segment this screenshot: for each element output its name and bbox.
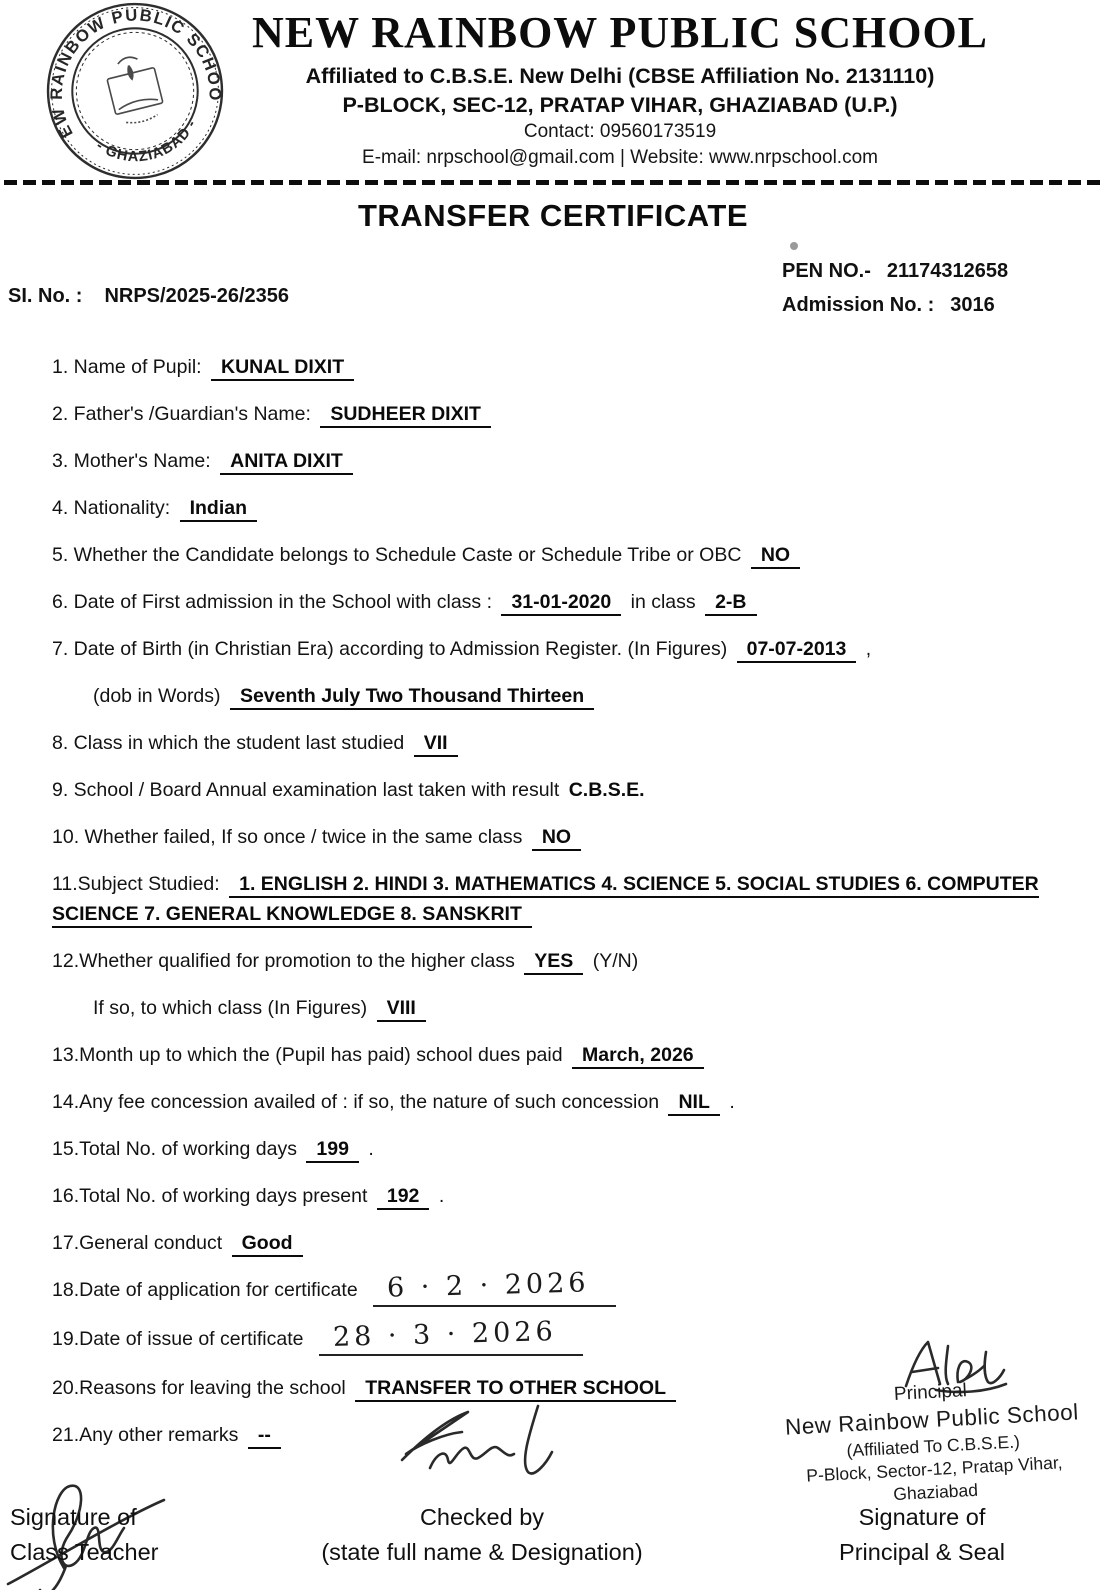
certificate-item	[52, 352, 1068, 382]
footer-label: Checked by	[419, 1504, 545, 1530]
footer-label: Class Teacher	[10, 1539, 159, 1565]
item-label: 4. Nationality:	[52, 497, 171, 519]
certificate-item	[52, 993, 1068, 1023]
certificate-item	[52, 869, 1068, 929]
pen-value: 21174312658	[886, 260, 1009, 282]
item-label: 7. Date of Birth (in Christian Era) according to Admission Register. (In Figures)	[52, 638, 728, 660]
admission-value: 3016	[950, 294, 995, 316]
item-label: .	[729, 1091, 735, 1113]
footer-column	[10, 1500, 158, 1570]
item-value: 192	[377, 1185, 430, 1210]
scan-dot	[790, 242, 798, 250]
item-value: Good	[232, 1232, 303, 1257]
stamp-line: P-Block, Sector-12, Pratap Vihar,	[805, 1452, 1063, 1486]
items-list	[52, 352, 1068, 1467]
certificate-item	[52, 1134, 1068, 1164]
item-value: Indian	[180, 497, 257, 522]
address-line: P-BLOCK, SEC-12, PRATAP VIHAR, GHAZIABAD (U.P.)	[342, 93, 898, 117]
item-value: NO	[751, 544, 800, 569]
item-label: 1. Name of Pupil:	[52, 356, 202, 378]
footer-label: Signature of	[10, 1504, 137, 1530]
admission-number-row	[782, 288, 1008, 322]
certificate-item	[52, 587, 1068, 617]
certificate-item	[52, 1228, 1068, 1258]
stamp-line: New Rainbow Public School	[784, 1399, 1080, 1440]
seal-ring-text-bottom: - GHAZIABAD -	[93, 116, 201, 166]
item-label: .	[368, 1138, 374, 1160]
item-value: TRANSFER TO OTHER SCHOOL	[355, 1377, 676, 1402]
item-value: SUDHEER DIXIT	[320, 403, 491, 428]
contact-line: Contact: 09560173519	[523, 121, 717, 142]
item-label: If so, to which class (In Figures)	[93, 997, 368, 1019]
certificate-item	[52, 728, 1068, 758]
item-label: 13.Month up to which the (Pupil has paid) school dues paid	[52, 1044, 563, 1066]
certificate-item	[52, 1267, 1068, 1307]
item-value: VII	[414, 732, 458, 757]
affiliation-line: Affiliated to C.B.S.E. New Delhi (CBSE Affiliation No. 2131110)	[305, 64, 935, 88]
item-label: 12.Whether qualified for promotion to the higher class	[52, 950, 515, 972]
item-label: (Y/N)	[592, 950, 639, 972]
item-label: (dob in Words)	[93, 685, 221, 707]
item-value: VIII	[377, 997, 426, 1022]
svg-text:- GHAZIABAD -	[90, 114, 206, 176]
certificate-item	[52, 634, 1068, 664]
item-label: 17.General conduct	[52, 1232, 223, 1254]
pen-label: PEN NO.-	[782, 260, 871, 282]
item-value: March, 2026	[572, 1044, 704, 1069]
item-value: Seventh July Two Thousand Thirteen	[230, 685, 594, 710]
footer-label: Principal & Seal	[839, 1539, 1005, 1565]
item-label: 14.Any fee concession availed of : if so, the nature of such concession	[52, 1091, 660, 1113]
handwritten-field-line	[373, 1267, 616, 1307]
item-value: KUNAL DIXIT	[211, 356, 354, 381]
serial-number-row	[8, 285, 289, 308]
item-label: 6. Date of First admission in the School with class :	[52, 591, 493, 613]
item-label: 8. Class in which the student last studied	[52, 732, 405, 754]
item-label: 10. Whether failed, If so once / twice in the same class	[52, 826, 523, 848]
stamp-line: Ghaziabad	[892, 1479, 979, 1505]
meta-right-block	[782, 254, 1008, 322]
certificate-item	[52, 822, 1068, 852]
stamp-line: (Affiliated To C.B.S.E.)	[846, 1431, 1021, 1461]
item-value: NIL	[668, 1091, 719, 1116]
item-value: 1. ENGLISH 2. HINDI 3. MATHEMATICS 4. SCIENCE 5. SOCIAL STUDIES 6. COMPUTER SCIENCE 7. GENERAL KNOWLEDGE 8. SANSKRIT	[52, 873, 1039, 928]
item-label: 11.Subject Studied:	[52, 873, 220, 895]
item-label: 18.Date of application for certificate	[52, 1279, 358, 1301]
certificate-item	[52, 775, 1068, 805]
item-label: in class	[630, 591, 696, 613]
item-label: 21.Any other remarks	[52, 1424, 239, 1446]
si-label: SI. No. :	[8, 285, 83, 307]
item-value: 07-07-2013	[737, 638, 857, 663]
footer-column	[262, 1500, 702, 1570]
certificate-item	[52, 681, 1068, 711]
item-value: 2-B	[705, 591, 756, 616]
principal-stamp	[771, 1372, 1095, 1512]
school-name: NEW RAINBOW PUBLIC SCHOOL	[251, 8, 989, 57]
letterhead	[210, 8, 1030, 171]
item-value: ANITA DIXIT	[220, 450, 353, 475]
certificate-item	[52, 493, 1068, 523]
footer-label: (state full name & Designation)	[321, 1539, 643, 1565]
item-value: NO	[532, 826, 581, 851]
item-value: YES	[524, 950, 583, 975]
item-label: ,	[865, 638, 872, 660]
item-label: 19.Date of issue of certificate	[52, 1328, 304, 1350]
handwritten-field-line	[319, 1316, 583, 1356]
item-value: 199	[306, 1138, 359, 1163]
si-value: NRPS/2025-26/2356	[104, 285, 290, 307]
certificate-item	[52, 399, 1068, 429]
item-value-handwritten: 6 · 2 · 2026	[386, 1267, 590, 1304]
item-label: 16.Total No. of working days present	[52, 1185, 368, 1207]
certificate-item	[52, 946, 1068, 976]
email-website-line: E-mail: nrpschool@gmail.com | Website: www.nrpschool.com	[362, 147, 878, 168]
dashed-divider	[4, 180, 1102, 185]
item-label: 15.Total No. of working days	[52, 1138, 297, 1160]
item-value-handwritten: 28 · 3 · 2026	[332, 1316, 557, 1353]
seal-ring-text-top: NEW RAINBOW PUBLIC SCHOOL	[14, 5, 225, 142]
item-label: 2. Father's /Guardian's Name:	[52, 403, 311, 425]
footer-label: Signature of	[858, 1504, 986, 1530]
certificate-title: TRANSFER CERTIFICATE	[357, 198, 749, 233]
certificate-item	[52, 1040, 1068, 1070]
item-value: --	[248, 1424, 281, 1449]
item-label: .	[438, 1185, 445, 1207]
stamp-line: Principal	[893, 1380, 968, 1405]
item-label: 20.Reasons for leaving the school	[52, 1377, 346, 1399]
item-label: 9. School / Board Annual examination last taken with result	[52, 779, 560, 801]
item-value: C.B.S.E.	[568, 779, 645, 801]
pen-number-row	[782, 254, 1008, 288]
certificate-item	[52, 446, 1068, 476]
footer-column	[762, 1500, 1082, 1570]
admission-label: Admission No. :	[782, 294, 935, 316]
certificate-item	[52, 1181, 1068, 1211]
item-label: 5. Whether the Candidate belongs to Schedule Caste or Schedule Tribe or OBC	[52, 544, 742, 566]
certificate-item	[52, 540, 1068, 570]
certificate-item	[52, 1087, 1068, 1117]
item-label: 3. Mother's Name:	[52, 450, 211, 472]
item-value: 31-01-2020	[501, 591, 621, 616]
